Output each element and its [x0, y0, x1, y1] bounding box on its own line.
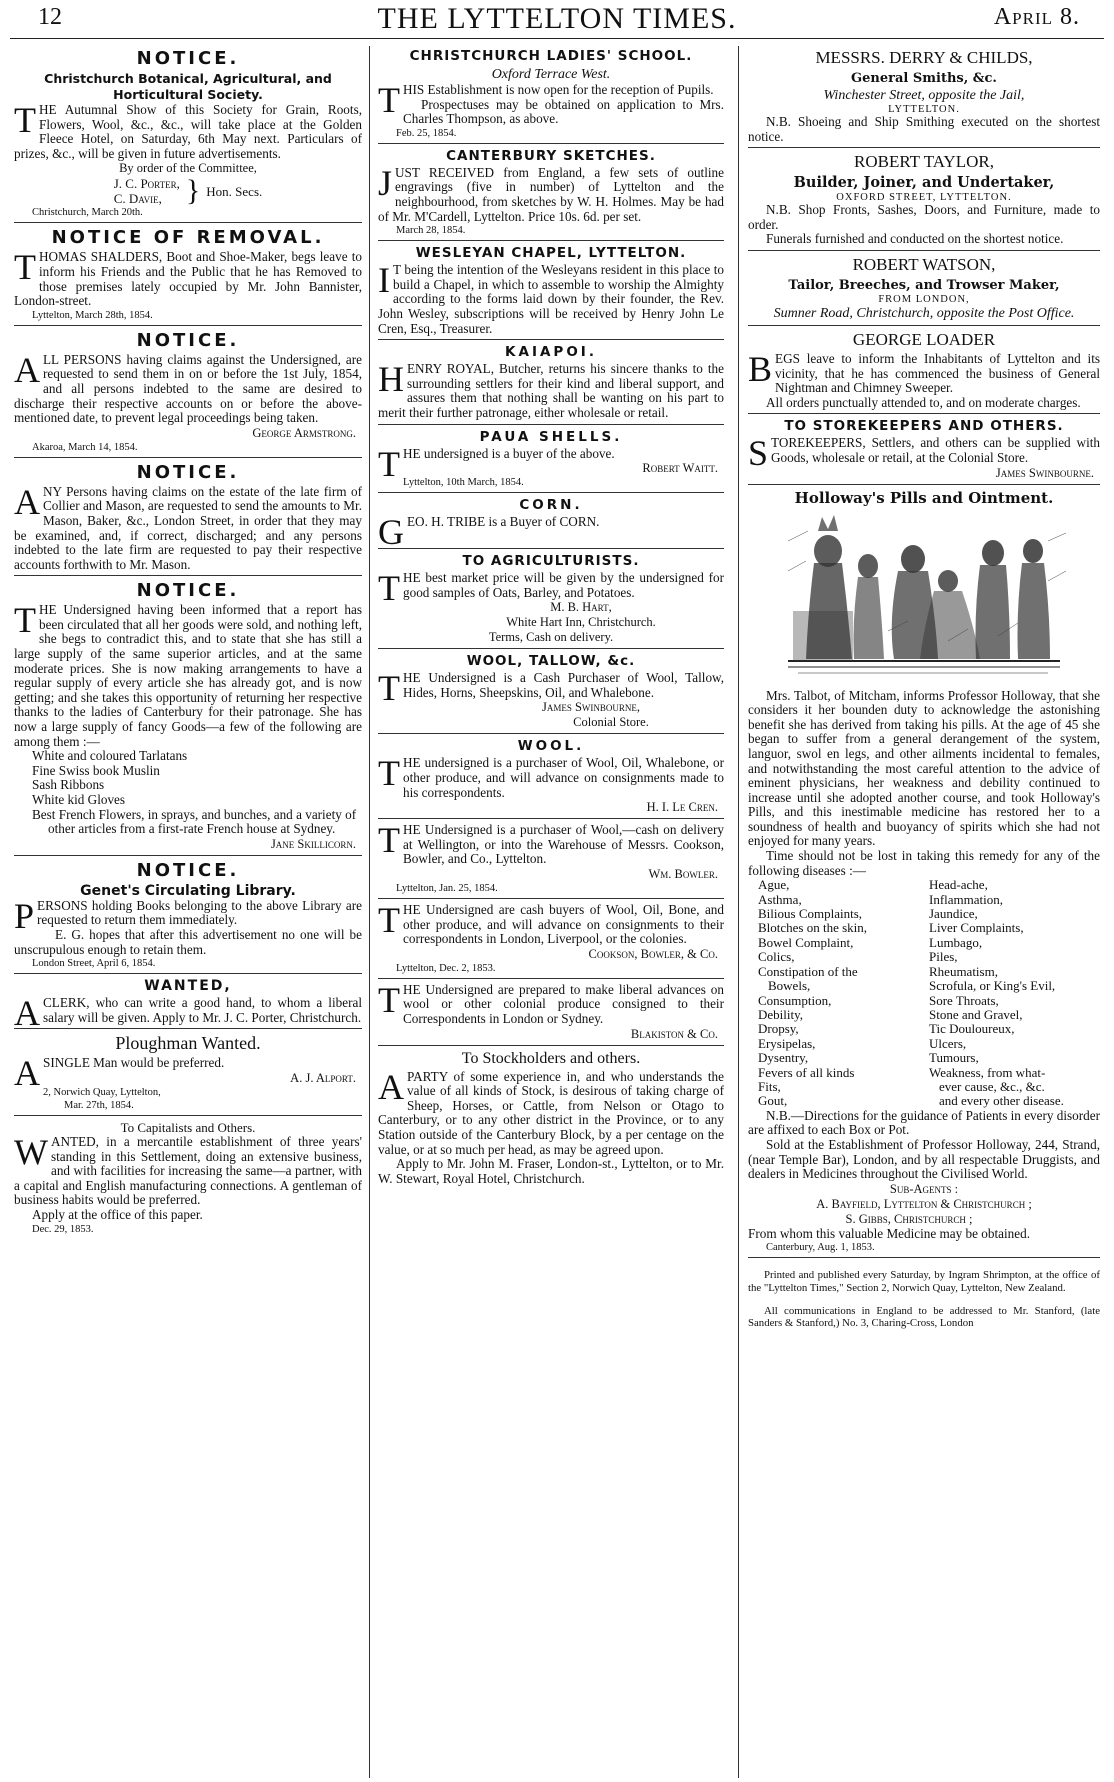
ad-body: Funerals furnished and conducted on the shortest notice.: [766, 231, 1064, 247]
goods-list: [14, 749, 362, 837]
disease-item: Ague,: [758, 877, 790, 893]
disease-item: and every other disease.: [939, 1093, 1064, 1109]
ad-heading: KAIAPOI.: [505, 344, 597, 361]
ad-robert-watson: [748, 255, 1100, 326]
ad-order: By order of the Committee,: [119, 161, 257, 176]
ad-dateline: Dec. 29, 1853.: [32, 1223, 94, 1235]
disease-item: Dropsy,: [758, 1021, 799, 1037]
ad-dateline: March 28, 1854.: [396, 225, 466, 237]
ad-heading: WOOL, TALLOW, &c.: [466, 653, 636, 670]
brace-glyph: }: [185, 174, 201, 208]
ad-dateline: 2, Norwich Quay, Lyttelton,: [43, 1086, 161, 1098]
drop-cap: T: [14, 247, 36, 288]
drop-cap: S: [748, 433, 769, 474]
drop-cap: T: [378, 443, 400, 484]
ad-wanted-clerk: [14, 978, 362, 1034]
masthead-rule: [10, 38, 1104, 39]
ad-body: WANTED, in a mercantile establishment of three years' standing in this Settlement, doing an extensive business, and with facilities for increasing the same—a partner, with a capital and English manufacturing connections. A gentleman of business habits would be preferred.: [14, 1131, 362, 1208]
drop-cap: T: [378, 668, 400, 709]
drop-cap: A: [378, 1066, 404, 1107]
ad-heading: WANTED,: [144, 978, 232, 995]
ad-body: APARTY of some experience in, and who understands the value of all kinds of Stock, is desirous of taking charge of Sheep, Horses, or Cattle, from Nelson or Otago to Canterbury, or to any other district in the Province, or to any Station outside of the Canterbury Block, by a per centage on the value, or at so much per head, as may be agreed upon.: [378, 1066, 724, 1157]
disease-item: Debility,: [758, 1006, 804, 1022]
ad-body: From whom this valuable Medicine may be obtained.: [748, 1225, 1031, 1241]
drop-cap: T: [14, 600, 36, 641]
disease-item: Ulcers,: [929, 1035, 967, 1051]
drop-cap: W: [14, 1131, 48, 1172]
list-item: Sash Ribbons: [32, 777, 105, 793]
page-number: 12: [38, 4, 62, 30]
ad-signature: Wm. Bowler.: [648, 867, 718, 882]
disease-item: Bowel Complaint,: [758, 934, 854, 950]
drop-cap: T: [378, 80, 400, 120]
ad-body: All orders punctually attended to, and on moderate charges.: [766, 394, 1081, 410]
ad-dateline: Christchurch, March 20th.: [32, 207, 143, 219]
ad-corn: [378, 497, 724, 553]
ad-body: JUST RECEIVED from England, a few sets of outline engravings (five in number) of Lyttelton and the neighbourhood, from sketches by W. H. Holmes. May be had of Mr. M'Cardell, Lyttelton. Price 10s. 6d. per set.: [378, 162, 724, 224]
ad-derry-childs: [748, 48, 1100, 148]
list-item: White kid Gloves: [32, 792, 126, 807]
drop-cap: A: [14, 349, 40, 390]
ad-body: N.B.—Directions for the guidance of Patients in every disorder are affixed to each Box or Pot.: [748, 1107, 1100, 1138]
drop-cap: J: [378, 162, 393, 203]
ad-signature: Robert Waitt.: [642, 461, 718, 476]
ad-heading: WOOL.: [517, 738, 585, 755]
drop-cap: T: [378, 568, 400, 609]
ad-body: Mrs. Talbot, of Mitcham, informs Professor Holloway, that she considers it her bounden duty to acknowledge the astonishing benefit she has derived from taking his pills. At the age of 45 she began to suffer from a general derangement of the system, languor, swol en legs, and other ailments incidental to females, and notwithstanding the most careful attention to the advice of eminent physicians, her weakness and debility continued to increase until she adopted another course, and took Holloway's Pills, and this inestimable medicine has restored her to a soundness of health and buoyancy of spirits which she had not enjoyed for many years.: [748, 687, 1100, 849]
disease-item: Sore Throats,: [929, 992, 999, 1008]
ad-notice-skillicorn: [14, 580, 362, 856]
imprint-line: All communications in England to be addressed to Mr. Stanford, (late Sanders & Stanford,) No. 3, Charing-Cross, London: [748, 1304, 1100, 1330]
drop-cap: A: [14, 993, 40, 1034]
list-item: Fine Swiss book Muslin: [32, 762, 160, 778]
disease-item: Fits,: [758, 1078, 781, 1094]
drop-cap: P: [14, 895, 35, 936]
disease-item: Blotches on the skin,: [758, 920, 868, 936]
ad-stockholders: [378, 1050, 724, 1190]
ad-heading: NOTICE OF REMOVAL.: [51, 227, 325, 249]
disease-item: Fevers of all kinds: [758, 1064, 855, 1080]
ad-body: ANY Persons having claims on the estate of the late firm of Collier and Mason, are requested to send the amounts to Mr. Mason, Baker, &c., London Street, in order that they may be examined, and, if correct, discharged; and any persons indebted to the late firm are requested to pay their respective accounts forthwith to Mr. Mason.: [14, 481, 362, 572]
ad-notice-of-removal: [14, 227, 362, 325]
ad-heading: WESLEYAN CHAPEL, LYTTELTON.: [415, 245, 687, 262]
ad-paua-shells: [378, 429, 724, 494]
ad-body: Time should not be lost in taking this remedy for any of the following diseases :—: [748, 848, 1100, 878]
disease-item: Lumbago,: [929, 934, 983, 950]
disease-item: ever cause, &c., &c.: [939, 1078, 1045, 1094]
ad-signature: White Hart Inn, Christchurch.: [506, 615, 656, 630]
ad-body: GEO. H. TRIBE is a Buyer of CORN.: [378, 512, 600, 553]
column-2: [378, 46, 724, 1780]
ad-heading: Ploughman Wanted.: [115, 1033, 261, 1054]
disease-item: Erysipelas,: [758, 1035, 816, 1051]
ad-body: Prospectuses may be obtained on application to Mrs. Charles Thompson, as above.: [403, 96, 724, 127]
ad-signature: James Swinbourne.: [995, 465, 1094, 480]
imprint-line: Printed and published every Saturday, by Ingram Shrimpton, at the office of the "Lyttelton Times," Section 2, Norwich Quay, Lyttelton, New Zealand.: [748, 1269, 1100, 1294]
ad-capitalists: [14, 1120, 362, 1239]
drop-cap: A: [14, 1053, 40, 1094]
list-item: White and coloured Tarlatans: [32, 748, 188, 764]
ad-body: THE best market price will be given by the undersigned for good samples of Oats, Barley, and Potatoes.: [378, 568, 724, 609]
disease-item: Constipation of the: [758, 963, 858, 979]
ad-storekeepers: [748, 418, 1100, 484]
ad-signature: H. I. Le Cren.: [646, 800, 718, 815]
ad-heading: NOTICE.: [136, 48, 240, 69]
ad-body: THE Undersigned are prepared to make liberal advances on wool or other colonial produce consigned to their Correspondents in London or Sydney.: [378, 979, 724, 1026]
disease-item: Piles,: [929, 949, 958, 965]
ad-dateline: Lyttelton, 10th March, 1854.: [403, 477, 524, 489]
ad-heading: ROBERT WATSON,: [852, 254, 996, 274]
ad-dateline: Lyttelton, Jan. 25, 1854.: [396, 883, 498, 895]
disease-item: Weakness, from what-: [929, 1064, 1046, 1080]
ad-heading: NOTICE.: [136, 580, 240, 602]
ad-subheading: Oxford Terrace West.: [491, 67, 611, 82]
newspaper-title: THE LYTTELTON TIMES.: [377, 2, 737, 35]
ad-holloways-pills: [748, 489, 1100, 1259]
ad-signature: James Swinbourne,: [541, 700, 641, 715]
ad-heading: TO AGRICULTURISTS.: [462, 553, 640, 570]
agent-line: S. Gibbs, Christchurch ;: [845, 1211, 973, 1226]
ad-body: ACLERK, who can write a good hand, to whom a liberal salary will be given. Apply to Mr. J. C. Porter, Christchurch.: [14, 993, 362, 1034]
column-divider: [738, 46, 739, 1778]
ad-trade: Tailor, Breeches, and Trowser Maker,: [788, 277, 1060, 293]
printer-imprint: [748, 1269, 1100, 1333]
drop-cap: B: [748, 348, 773, 389]
disease-item: Scrofula, or King's Evil,: [929, 978, 1056, 994]
ad-heading: To Stockholders and others.: [461, 1049, 641, 1067]
ad-dateline: Lyttelton, March 28th, 1854.: [32, 309, 153, 321]
ad-town: LYTTELTON.: [888, 104, 960, 115]
ad-wool-bowler: [378, 820, 724, 899]
ad-body: THE Autumnal Show of this Society for Grain, Roots, Flowers, Wool, &c., &c., will take place at the Golden Fleece Hotel, on Saturday, 6th May next. Particulars of prizes, &c., will be given in future advertisements.: [14, 100, 362, 161]
drop-cap: H: [378, 359, 404, 400]
drop-cap: T: [378, 820, 400, 861]
ad-body: Apply to Mr. John M. Fraser, London-st., Lyttelton, or to Mr. W. Stewart, Royal Hotel, Christchurch.: [378, 1156, 724, 1186]
ad-subheading: Genet's Circulating Library.: [80, 882, 296, 899]
ad-genets-library: [14, 860, 362, 974]
ad-signatories: J. C. Porter, C. Davie, } Hon. Secs.: [113, 174, 263, 208]
ad-body: Sold at the Establishment of Professor Holloway, 244, Strand, (near Temple Bar), London, and by all respectable Druggists, and dealers in Medicines throughout the Civilised World.: [748, 1136, 1100, 1182]
ad-signature: A. J. Alport.: [290, 1070, 356, 1085]
drop-cap: T: [378, 979, 400, 1020]
ad-body: BEGS leave to inform the Inhabitants of Lyttelton and its vicinity, that he has commenced the business of General Nightman and Chimney Sweeper.: [748, 348, 1100, 396]
disease-item: Tic Douloureux,: [929, 1021, 1015, 1037]
ad-body: HENRY ROYAL, Butcher, returns his sincere thanks to the surrounding settlers for their kind and liberal support, and assures them that nothing shall be wanting on his part to merit their further patronage, either wholesale or retail.: [378, 359, 724, 420]
drop-cap: G: [378, 512, 404, 553]
drop-cap: I: [378, 260, 390, 301]
ad-heading: Holloway's Pills and Ointment.: [794, 488, 1054, 507]
list-item: Best French Flowers, in sprays, and bunches, and a variety of other articles from a first-rate French house at Sydney.: [32, 806, 357, 837]
column-divider: [369, 46, 370, 1778]
ad-heading: NOTICE.: [136, 859, 240, 881]
disease-item: Head-ache,: [929, 877, 988, 893]
ad-body: N.B. Shoeing and Ship Smithing executed on the shortest notice.: [748, 114, 1100, 144]
ad-heading: CANTERBURY SKETCHES.: [446, 147, 656, 164]
ad-heading: TO STOREKEEPERS AND OTHERS.: [784, 418, 1064, 435]
ad-dateline: Mar. 27th, 1854.: [64, 1099, 134, 1111]
ad-body: ASINGLE Man would be preferred.: [14, 1053, 225, 1094]
disease-item: Dysentry,: [758, 1050, 809, 1066]
ad-heading: To Capitalists and Others.: [120, 1119, 256, 1135]
disease-item: Bowels,: [768, 978, 811, 994]
issue-date: April 8.: [993, 4, 1080, 30]
drop-cap: T: [378, 900, 400, 941]
ad-signature: Cookson, Bowler, & Co.: [588, 946, 718, 961]
ad-botanical-society: [14, 48, 362, 223]
disease-item: Rheumatism,: [929, 963, 998, 979]
disease-item: Bilious Complaints,: [758, 906, 863, 922]
drop-cap: T: [378, 753, 400, 794]
ad-body: THE Undersigned having been informed that a report has been circulated that all her goods were sold, and nothing left, she begs to contradict this, and to state that she has still a large supply of the same superior articles, and at the same moderate prices. She is now making arrangements to have a regular supply of every article she has already got, and is now getting; and she takes this opportunity of returning her respective thanks to the ladies of Canterbury for their patronage. She has now a large supply of fancy Goods—a few of the following are among them :—: [14, 600, 362, 749]
ad-agriculturists: [378, 553, 724, 649]
ad-trade: Builder, Joiner, and Undertaker,: [793, 174, 1055, 192]
disease-item: Gout,: [758, 1093, 788, 1109]
ad-robert-taylor: [748, 152, 1100, 251]
ad-dateline: Akaroa, March 14, 1854.: [32, 441, 138, 453]
ad-wool-le-cren: [378, 738, 724, 819]
ad-canterbury-sketches: [378, 148, 724, 241]
ad-body: Apply at the office of this paper.: [32, 1206, 203, 1222]
ad-body: THE undersigned is a buyer of the above.: [378, 443, 615, 484]
column-3: [748, 46, 1100, 1780]
ad-body: THE Undersigned is a purchaser of Wool,—cash on delivery at Wellington, or into the Warehouse of Messrs. Cookson, Bowler, and Co., Lyttelton.: [378, 820, 724, 867]
ad-terms: Terms, Cash on delivery.: [488, 630, 614, 645]
disease-item: Jaundice,: [929, 906, 978, 922]
diseases-list: [748, 878, 1100, 1109]
ad-body: N.B. Shop Fronts, Sashes, Doors, and Furniture, made to order.: [748, 202, 1100, 232]
ad-trade: General Smiths, &c.: [851, 71, 997, 86]
ad-body: E. G. hopes that after this advertisement no one will be unscrupulous enough to retain them.: [14, 926, 362, 957]
ad-heading: MESSRS. DERRY & CHILDS,: [815, 48, 1033, 67]
ad-signature: Colonial Store.: [573, 715, 649, 730]
ad-body: THIS Establishment is now open for the reception of Pupils.: [378, 80, 714, 120]
disease-item: Consumption,: [758, 992, 832, 1008]
ad-notice-collier-mason: [14, 462, 362, 577]
disease-item: Colics,: [758, 949, 795, 965]
ad-heading: PAUA SHELLS.: [479, 428, 623, 445]
ad-signature: M. B. Hart,: [550, 600, 612, 615]
ad-body: THOMAS SHALDERS, Boot and Shoe-Maker, begs leave to inform his Friends and the Public that he has Removed to those premises lately occupied by Mr. John Bannister, London-street.: [14, 247, 362, 309]
agent-line: A. Bayfield, Lyttelton & Christchurch ;: [816, 1196, 1032, 1211]
ad-dateline: Lyttelton, Dec. 2, 1853.: [396, 962, 496, 974]
ad-george-loader: [748, 330, 1100, 414]
ad-notice-armstrong: [14, 330, 362, 458]
engraving-illustration-icon: [748, 511, 1100, 683]
ad-address: OXFORD STREET, LYTTELTON.: [836, 192, 1012, 204]
disease-item: Stone and Gravel,: [929, 1006, 1023, 1022]
ad-wool-tallow: [378, 653, 724, 734]
ad-ploughman-wanted: [14, 1033, 362, 1116]
ad-body: THE undersigned is a purchaser of Wool, Oil, Whalebone, or other produce, and will advance on consignments made to his correspondents.: [378, 753, 724, 800]
ad-ladies-school: [378, 48, 724, 144]
disease-item: Tumours,: [929, 1050, 979, 1066]
ad-address: Winchester Street, opposite the Jail,: [823, 88, 1025, 103]
ad-heading: CHRISTCHURCH LADIES' SCHOOL.: [409, 48, 693, 64]
agents-heading: Sub-Agents :: [889, 1181, 959, 1196]
masthead: [0, 0, 1114, 44]
ad-body: PERSONS holding Books belonging to the above Library are requested to return them immediately.: [14, 895, 362, 936]
ad-kaiapoi: [378, 344, 724, 424]
ad-blakiston: [378, 979, 724, 1046]
ad-signature: George Armstrong.: [252, 425, 356, 440]
ad-body: I T being the intention of the Wesleyans resident in this place to build a Chapel, in which to assemble to worship the Almighty according to the forms laid down by their founder, the Rev. John Wesley, subscriptions will be received by Henry John Le Cren, Esq., Treasurer.: [378, 260, 724, 336]
ad-body: ALL PERSONS having claims against the Undersigned, are requested to send them in on or before the 1st July, 1854, and all persons indebted to the same are desired to discharge their respective accounts on or before the above-mentioned date, to prevent legal proceedings being taken.: [14, 349, 362, 426]
ad-from: FROM LONDON,: [878, 293, 970, 305]
disease-item: Liver Complaints,: [929, 920, 1024, 936]
ad-heading: CORN.: [519, 497, 583, 514]
ad-dateline: London Street, April 6, 1854.: [32, 958, 156, 970]
ad-wesleyan-chapel: [378, 245, 724, 340]
ad-body: STOREKEEPERS, Settlers, and others can be supplied with Goods, wholesale or retail, at the Colonial Store.: [748, 433, 1100, 474]
ad-address: Sumner Road, Christchurch, opposite the Post Office.: [773, 305, 1075, 321]
ad-subheading: Christchurch Botanical, Agricultural, and Horticultural Society.: [44, 71, 332, 102]
ad-dateline: Canterbury, Aug. 1, 1853.: [766, 1242, 875, 1254]
ad-heading: NOTICE.: [136, 329, 240, 351]
disease-item: Inflammation,: [929, 891, 1004, 907]
column-1: [14, 46, 362, 1780]
ad-cookson-bowler: [378, 900, 724, 979]
ad-heading: GEORGE LOADER: [852, 329, 996, 349]
ad-signature: Blakiston & Co.: [630, 1026, 718, 1041]
ad-body: THE Undersigned is a Cash Purchaser of Wool, Tallow, Hides, Horns, Sheepskins, Oil, and Whalebone.: [378, 668, 724, 709]
ad-dateline: Feb. 25, 1854.: [396, 127, 457, 139]
ad-heading: ROBERT TAYLOR,: [854, 152, 994, 172]
ad-signature: Jane Skillicorn.: [270, 836, 356, 851]
disease-item: Asthma,: [758, 891, 802, 907]
drop-cap: A: [14, 481, 40, 522]
ad-body: THE Undersigned are cash buyers of Wool, Oil, Bone, and other produce, and will advance on consignments to their correspondents in London, Liverpool, or the colonies.: [378, 900, 724, 947]
ad-heading: NOTICE.: [136, 461, 240, 483]
drop-cap: T: [14, 100, 36, 140]
